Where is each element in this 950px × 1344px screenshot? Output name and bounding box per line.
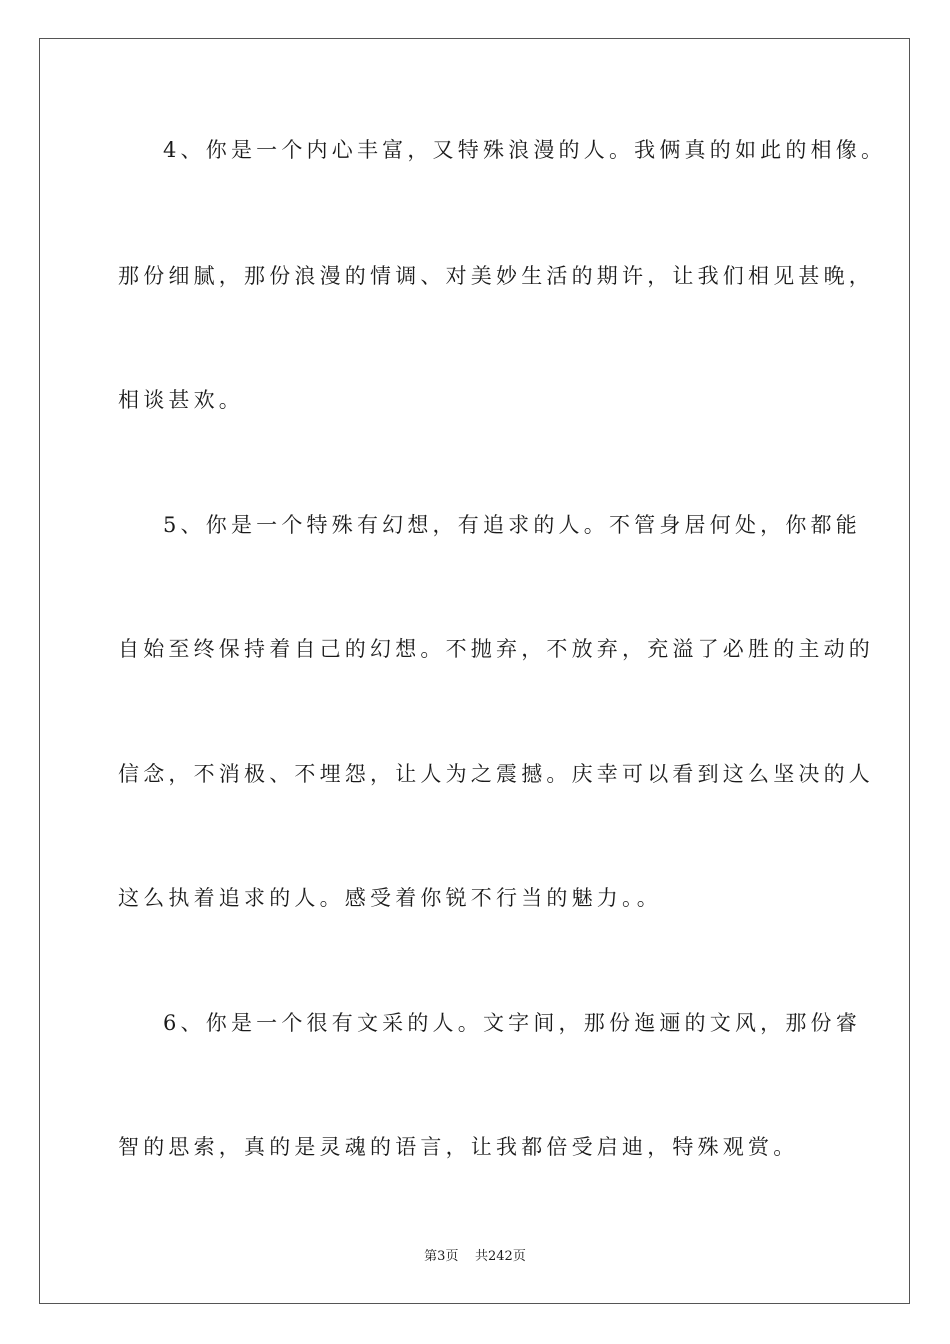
paragraph-5-line-1: 5、你是一个特殊有幻想，有追求的人。不管身居何处，你都能	[163, 513, 861, 537]
paragraph-5-line-3: 信念，不消极、不埋怨，让人为之震撼。庆幸可以看到这么坚决的人	[118, 762, 874, 786]
footer-page-number: 3	[437, 1249, 446, 1264]
paragraph-6-line-2: 智的思索，真的是灵魂的语言，让我都倍受启迪，特殊观赏。	[118, 1135, 799, 1159]
footer-total-suffix: 页	[512, 1249, 526, 1264]
page-border	[39, 38, 910, 1304]
paragraph-5-line-4: 这么执着追求的人。感受着你锐不行当的魅力。。	[118, 886, 662, 910]
paragraph-5-line-2: 自始至终保持着自己的幻想。不抛弃，不放弃，充溢了必胜的主动的	[118, 637, 874, 661]
footer-page-suffix: 页	[445, 1249, 459, 1264]
paragraph-4-line-2: 那份细腻，那份浪漫的情调、对美妙生活的期许，让我们相见甚晚，	[118, 264, 874, 288]
footer-page-prefix: 第	[424, 1249, 438, 1264]
paragraph-4-line-3: 相谈甚欢。	[118, 388, 244, 412]
paragraph-6-line-1: 6、你是一个很有文采的人。文字间，那份迤逦的文风，那份睿	[163, 1011, 861, 1035]
page-footer	[0, 1248, 950, 1266]
paragraph-4-line-1: 4、你是一个内心丰富，又特殊浪漫的人。我俩真的如此的相像。	[163, 138, 887, 162]
footer-total-pages: 242	[488, 1249, 513, 1264]
footer-total-prefix: 共	[474, 1249, 488, 1264]
